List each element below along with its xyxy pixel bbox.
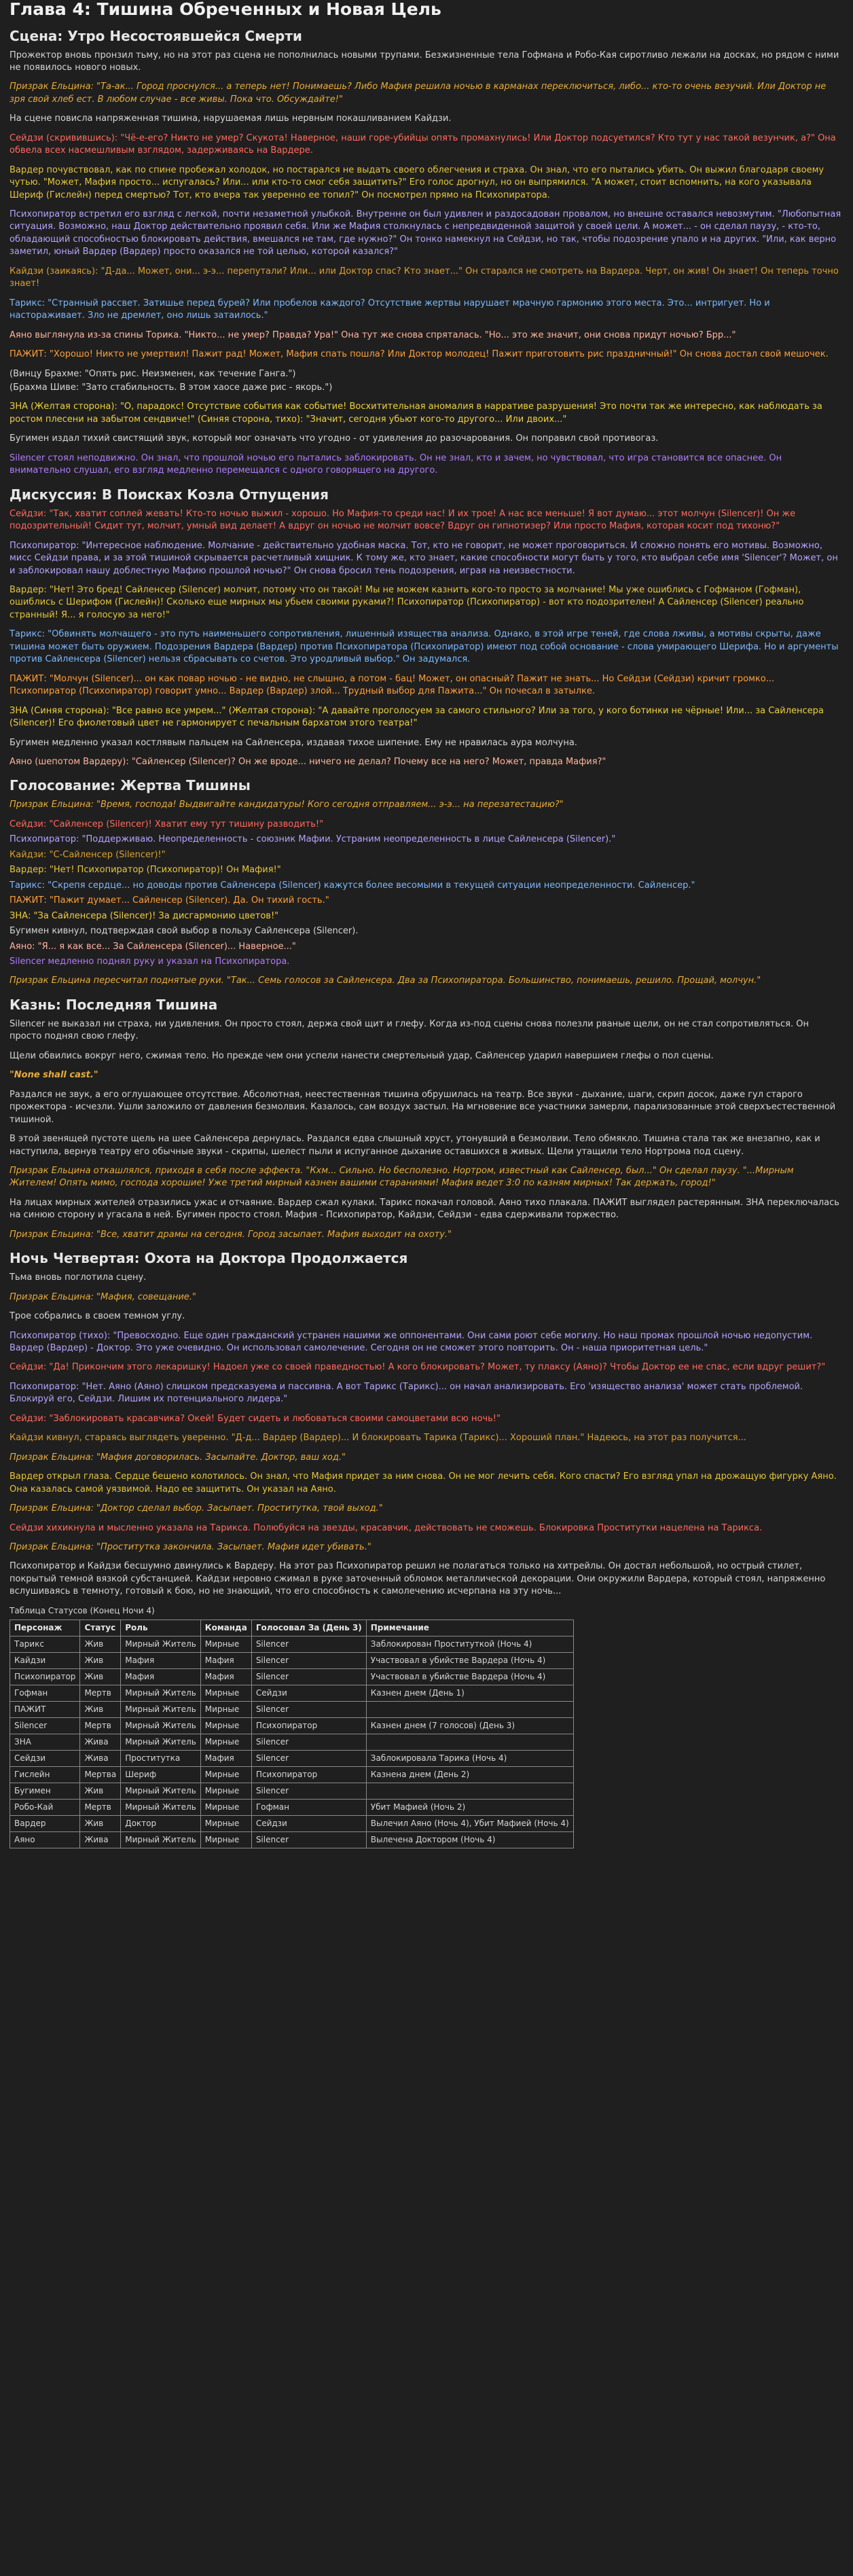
table-cell: Мирные: [200, 1767, 251, 1783]
paragraph: На лицах мирных жителей отразились ужас и отчаяние. Вардер сжал кулаки. Тарикс покачал головой. Аяно тихо плакала. ПАЖИТ выглядел растерянным. ЗНА переключалась на синюю сторону и угасала в ней. Бугимен просто стоял. Мафия - Психопиратор, Кайдзи, Сейдзи - едва сдерживали торжество.: [10, 1197, 839, 1221]
paragraph: Прожектор вновь пронзил тьму, но на этот раз сцена не пополнилась новыми трупами. Безжизненные тела Гофмана и Робо-Кая сиротливо лежали на досках, но рядом с ними не появилось нового новых.: [10, 50, 839, 73]
table-row: [10, 1832, 574, 1848]
table-cell: Казнен днем (День 1): [366, 1685, 573, 1701]
table-row: [10, 1783, 574, 1800]
paragraph: Щели обвились вокруг него, сжимая тело. Но прежде чем они успели нанести смертельный удар, Сайленсер ударил навершием глефы о пол сцены.: [10, 1050, 714, 1061]
vote-item: Сейдзи: "Сайленсер (Silencer)! Хватит ему тут тишину разводить!": [10, 819, 324, 829]
column-header: Голосовал За (День 3): [251, 1620, 366, 1636]
table-cell: Бугимен: [10, 1783, 80, 1800]
section-heading-voting: Голосование: Жертва Тишины: [10, 777, 251, 794]
table-cell: Жив: [80, 1702, 121, 1718]
ghost-line: Призрак Ельцина: "Мафия, совещание.": [10, 1291, 196, 1302]
psychopirator-line: Психопиратор (тихо): "Превосходно. Еще один гражданский устранен нашими же оппонентами. Они сами роют себе могилу. Но наш промах прошлой ночью недопустим. Вардер (Вардер) - Доктор. Это уже очевидно. Он использовал самолечение. Сегодня он не сможет этого повторить. Он - наша приоритетная цель.": [10, 1330, 813, 1354]
ghost-line: Призрак Ельцина: "Время, господа! Выдвигайте кандидатуры! Кого сегодня отправляем... э-э... на перезатестацию?": [10, 800, 564, 810]
table-cell: Мирный Житель: [121, 1800, 201, 1816]
table-cell: Silencer: [251, 1832, 366, 1848]
table-row: [10, 1816, 574, 1832]
vote-item: Бугимен кивнул, подтверждая свой выбор в пользу Сайленсера (Silencer).: [10, 926, 359, 937]
table-cell: Сейдзи: [10, 1751, 80, 1767]
table-cell: Сейдзи: [251, 1816, 366, 1832]
table-cell: Мирный Житель: [121, 1636, 201, 1652]
pazhit-line: ПАЖИТ: "Хорошо! Никто не умертвил! Пажит рад! Может, Мафия спать пошла? Или Доктор молодец! Пажит приготовить рис праздничный!" Он снова достал свой мешочек.: [10, 349, 829, 360]
column-header: Примечание: [366, 1620, 573, 1636]
table-cell: Мирный Житель: [121, 1832, 201, 1848]
table-cell: Доктор: [121, 1816, 201, 1832]
section-heading-morning: Сцена: Утро Несостоявшейся Смерти: [10, 27, 302, 44]
varder-line: Вардер почувствовал, как по спине пробежал холодок, но постарался не выдать своего облегчения и страха. Он знал, что его пытались убить. Он выжил благодаря своему чутью. "Может, Мафия просто... испугалась? Или... или кто-то смог себя защитить?" Его голос дрогнул, но он выпрямился. "А может, стоит вспомнить, на кого указывала Шериф (Гислейн) перед смертью? Тот, кто вчера так уверенно ее топил?" Он посмотрел прямо на Психопиратора.: [10, 164, 824, 200]
table-row: [10, 1751, 574, 1767]
aside-line: (Брахма Шиве: "Зато стабильность. В этом хаосе даже рис - якорь."): [10, 382, 333, 393]
table-cell: Silencer: [251, 1636, 366, 1652]
table-cell: Заблокировала Тарика (Ночь 4): [366, 1751, 573, 1767]
table-cell: Silencer: [251, 1751, 366, 1767]
table-cell: Мирные: [200, 1783, 251, 1800]
table-cell: Мирный Житель: [121, 1702, 201, 1718]
table-header-row: [10, 1620, 574, 1636]
paragraph: Раздался не звук, а его оглушающее отсутствие. Абсолютная, неестественная тишина обрушилась на театр. Все звуки - дыхание, шаги, скрип досок, даже гул старого прожектора - исчезли. Ушли заложило от давления безмолвия. Казалось, сам воздух застыл. На мгновение все участники замерли, парализованные этой сверхъестественной тишиной.: [10, 1089, 836, 1125]
ghost-line: Призрак Ельцина: "Та-ак... Город проснулся... а теперь нет! Понимаешь? Либо Мафия решила ночью в карманах переключиться, либо... кто-то очень везучий. Или Доктор не зря свой хлеб ест. В любом случае - все живы. Пока что. Обсуждайте!": [10, 82, 827, 105]
table-cell: Проститутка: [121, 1751, 201, 1767]
table-cell: Мертв: [80, 1718, 121, 1734]
table-cell: Участвовал в убийстве Вардера (Ночь 4): [366, 1652, 573, 1668]
vote-list: [10, 819, 843, 969]
table-cell: Жив: [80, 1636, 121, 1652]
table-cell: Казнена днем (День 2): [366, 1767, 573, 1783]
paragraph: Тьма вновь поглотила сцену.: [10, 1272, 147, 1283]
bugimen-line: Бугимен медленно указал костлявым пальцем на Сайленсера, издавая тихое шипение. Ему не нравилась аура молчуна.: [10, 737, 577, 748]
table-row: [10, 1702, 574, 1718]
table-cell: Психопиратор: [251, 1767, 366, 1783]
vote-item: Психопиратор: "Поддерживаю. Неопределенность - союзник Мафии. Устраним неопределенность в лице Сайленсера (Silencer).": [10, 834, 616, 845]
paragraph: В этой звенящей пустоте щель на шее Сайленсера дернулась. Раздался едва слышный хруст, утонувший в безмолвии. Тело обмякло. Тишина стала так же внезапно, как и наступила, вернув театру его обычные звуки - скрипы, шелест пыли и испуганное дыхание оставшихся в живых. Щели утащили тело Нортрома под сцену.: [10, 1134, 820, 1157]
psychopirator-line: Психопиратор: "Интересное наблюдение. Молчание - действительно удобная маска. Тот, кто не говорит, не может проговориться. И сложно понять его мотивы. Возможно, мисс Сейдзи права, и за этой тишиной скрывается расчетливый хищник. К тому же, кто знает, какие способности могут быть у того, кто выбрал себе имя 'Silencer'? Может, он и заблокировал нашу доблестную Мафию прошлой ночью?" Он снова бросил тень подозрения, играя на неизвестности.: [10, 540, 838, 576]
table-cell: [366, 1734, 573, 1751]
table-cell: Silencer: [251, 1668, 366, 1685]
seidzi-line: Сейдзи: "Так, хватит соплей жевать! Кто-то ночью выжил - хорошо. Но Мафия-то среди нас! И их трое! А нас все меньше! Я вот думаю... этот молчун (Silencer)! Он же подозрительный! Сидит тут, молчит, умный вид делает! А вдруг он ночью не молчит вовсе? Вдруг он гипнотизер? Или просто Мафия, которая косит под тихоню?": [10, 508, 796, 532]
table-cell: [366, 1783, 573, 1800]
table-cell: Участвовал в убийстве Вардера (Ночь 4): [366, 1668, 573, 1685]
ghost-line: Призрак Ельцина: "Проститутка закончила. Засыпает. Мафия идет убивать.": [10, 1542, 371, 1553]
table-caption: Таблица Статусов (Конец Ночи 4): [10, 1605, 155, 1615]
table-cell: Мирные: [200, 1636, 251, 1652]
ghost-line: Призрак Ельцина пересчитал поднятые руки. "Так... Семь голосов за Сайленсера. Два за Психопиратора. Большинство, понимаешь, решило. Прощай, молчун.": [10, 976, 761, 986]
table-cell: Мирные: [200, 1718, 251, 1734]
ghost-line: Призрак Ельцина: "Доктор сделал выбор. Засыпает. Проститутка, твой выход.": [10, 1503, 383, 1514]
ghost-line: Призрак Ельцина: "Мафия договорилась. Засыпайте. Доктор, ваш ход.": [10, 1452, 346, 1463]
seidzi-line: Сейдзи: "Заблокировать красавчика? Окей! Будет сидеть и любоваться своими самоцветами всю ночь!": [10, 1413, 501, 1424]
table-row: [10, 1734, 574, 1751]
table-cell: Мирные: [200, 1734, 251, 1751]
section-heading-night: Ночь Четвертая: Охота на Доктора Продолжается: [10, 1250, 408, 1267]
table-cell: Silencer: [251, 1702, 366, 1718]
vote-item: ПАЖИТ: "Пажит думает... Сайленсер (Silencer). Да. Он тихий гость.": [10, 895, 329, 906]
tarix-line: Тарикс: "Обвинять молчащего - это путь наименьшего сопротивления, лишенный изящества анализа. Однако, в этой игре теней, где слова лживы, а мотивы скрыты, даже тишина может быть оружием. Подозрения Вардера (Вардер) против Психопиратора (Психопиратор) имеют под собой основание - слова умирающего Шерифа. Но и аргументы против Сайленсера (Silencer) нельзя сбрасывать со счетов. Это уродливый выбор." Он задумался.: [10, 629, 839, 665]
table-cell: Мирный Житель: [121, 1734, 201, 1751]
table-cell: Мирный Житель: [121, 1685, 201, 1701]
table-cell: Кайдзи: [10, 1652, 80, 1668]
table-cell: Вылечена Доктором (Ночь 4): [366, 1832, 573, 1848]
table-cell: Жив: [80, 1816, 121, 1832]
table-cell: Жив: [80, 1668, 121, 1685]
table-cell: Silencer: [251, 1783, 366, 1800]
table-cell: Жива: [80, 1734, 121, 1751]
kaidzi-line: Кайдзи (заикаясь): "Д-да... Может, они... э-э... перепутали? Или... или Доктор спас? Кто знает..." Он старался не смотреть на Вардера. Черт, он жив! Он знает! Он теперь точно знает!: [10, 266, 839, 289]
table-row: [10, 1685, 574, 1701]
table-cell: Мирные: [200, 1816, 251, 1832]
column-header: Статус: [80, 1620, 121, 1636]
zna-line: ЗНА (Желтая сторона): "О, парадокс! Отсутствие события как событие! Восхитительная аномалия в нарративе разрушения! Это почти так же интересно, как наблюдать за ростом плесени на забытом сендвиче!" (Синяя сторона, тихо): "Значит, сегодня убьют кого-то другого... Или двоих...": [10, 401, 822, 425]
table-row: [10, 1800, 574, 1816]
column-header: Команда: [200, 1620, 251, 1636]
table-cell: ЗНА: [10, 1734, 80, 1751]
table-cell: Психопиратор: [10, 1668, 80, 1685]
bugimen-line: Бугимен издал тихий свистящий звук, который мог означать что угодно - от удивления до разочарования. Он поправил свой противогаз.: [10, 433, 659, 444]
table-cell: Мафия: [200, 1652, 251, 1668]
seidzi-line: Сейдзи (скривившись): "Чё-е-его? Никто не умер? Скукота! Наверное, наши горе-убийцы опять промахнулись! Или Доктор подсуетился? Кто тут у нас такой везунчик, а?" Она обвела всех насмешливым взглядом, задерживаясь на Вардере.: [10, 132, 836, 156]
vote-item: Кайдзи: "С-Сайленсер (Silencer)!": [10, 849, 166, 860]
table-cell: Silencer: [251, 1734, 366, 1751]
table-row: [10, 1636, 574, 1652]
vote-item: Тарикс: "Скрепя сердце... но доводы против Сайленсера (Silencer) кажутся более весомыми в текущей ситуации неопределенности. Сайленсер.": [10, 880, 695, 891]
table-cell: Вардер: [10, 1816, 80, 1832]
vote-item: Аяно: "Я... я как все... За Сайленсера (Silencer)... Наверное...": [10, 941, 296, 952]
section-heading-discussion: Дискуссия: В Поисках Козла Отпущения: [10, 486, 329, 503]
varder-line: Вардер открыл глаза. Сердце бешено колотилось. Он знал, что Мафия придет за ним снова. Он не мог лечить себя. Кого спасти? Его взгляд упал на дрожащую фигурку Аяно. Она казалась самой уязвимой. Надо ее защитить. Он указал на Аяно.: [10, 1471, 837, 1495]
table-cell: Убит Мафией (Ночь 2): [366, 1800, 573, 1816]
table-cell: Аяно: [10, 1832, 80, 1848]
paragraph: Silencer не выказал ни страха, ни удивления. Он просто стоял, держа свой щит и глефу. Когда из-под сцены снова полезли рваные щели, он не стал сопротивляться. Он просто поднял свою глефу.: [10, 1018, 809, 1042]
table-cell: Мирный Житель: [121, 1718, 201, 1734]
ghost-line: Призрак Ельцина: "Все, хватит драмы на сегодня. Город засыпает. Мафия выходит на охоту.": [10, 1229, 452, 1240]
table-cell: Мафия: [200, 1668, 251, 1685]
table-cell: Гофман: [251, 1800, 366, 1816]
column-header: Персонаж: [10, 1620, 80, 1636]
table-cell: [366, 1702, 573, 1718]
table-cell: Вылечил Аяно (Ночь 4), Убит Мафией (Ночь 4): [366, 1816, 573, 1832]
table-cell: Мафия: [121, 1652, 201, 1668]
psychopirator-line: Психопиратор: "Нет. Аяно (Аяно) слишком предсказуема и пассивна. А вот Тарикс (Тарикс)... он начал анализировать. Его 'изящество анализа' может стать проблемой. Блокируй его, Сейдзи. Лишим их потенциального лидера.": [10, 1381, 803, 1405]
table-cell: Сейдзи: [251, 1685, 366, 1701]
table-cell: Мирные: [200, 1685, 251, 1701]
status-table-body: [10, 1636, 574, 1848]
status-table: [10, 1620, 574, 1848]
table-cell: Silencer: [251, 1652, 366, 1668]
table-row: [10, 1767, 574, 1783]
table-cell: Мафия: [200, 1751, 251, 1767]
table-cell: Silencer: [10, 1718, 80, 1734]
paragraph: На сцене повисла напряженная тишина, нарушаемая лишь нервным покашливанием Кайдзи.: [10, 113, 452, 124]
table-cell: Мертва: [80, 1767, 121, 1783]
table-cell: Мирные: [200, 1800, 251, 1816]
chapter-title: Глава 4: Тишина Обреченных и Новая Цель: [10, 0, 441, 19]
table-cell: Шериф: [121, 1767, 201, 1783]
table-cell: Мирный Житель: [121, 1783, 201, 1800]
ghost-line: Призрак Ельцина откашлялся, приходя в себя после эффекта. "Кхм... Сильно. Но бесполезно. Нортром, известный как Сайленсер, был..." Он сделал паузу. "...Мирным Жителем! Опять мимо, господа хорошие! Уже третий мирный казнен вашими стараниями! Мафия ведет 3:0 по казням мирных! Так держать, город!": [10, 1165, 794, 1189]
ayano-line: Аяно выглянула из-за спины Торика. "Никто... не умер? Правда? Ура!" Она тут же снова спряталась. "Но... это же значит, они снова придут ночью? Брр...": [10, 329, 736, 340]
table-cell: Мирные: [200, 1702, 251, 1718]
table-row: [10, 1652, 574, 1668]
paragraph: Трое собрались в своем темном углу.: [10, 1311, 185, 1322]
table-cell: Заблокирован Проституткой (Ночь 4): [366, 1636, 573, 1652]
table-cell: Мафия: [121, 1668, 201, 1685]
table-cell: Жива: [80, 1751, 121, 1767]
table-cell: Мирные: [200, 1832, 251, 1848]
table-cell: ПАЖИТ: [10, 1702, 80, 1718]
aside-line: (Винцу Брахме: "Опять рис. Неизменен, как течение Ганга."): [10, 368, 296, 379]
table-cell: Жива: [80, 1832, 121, 1848]
varder-line: Вардер: "Нет! Это бред! Сайленсер (Silencer) молчит, потому что он такой! Мы не можем казнить кого-то просто за молчание! Мы уже ошиблись с Гофманом (Гофман), ошиблись с Шерифом (Гислейн)! Сколько еще мирных мы убьем своими руками?! Психопиратор (Психопиратор) - вот кто подозрителен! А Сайленсер (Silencer) реально странный! Я... я голосую за него!": [10, 585, 804, 620]
table-cell: Жив: [80, 1652, 121, 1668]
silencer-line: Silencer стоял неподвижно. Он знал, что прошлой ночью его пытались заблокировать. Он не знал, кто и зачем, но чувствовал, что игра становится все опаснее. Он внимательно слушал, его взгляд медленно перемещался с одного говорящего на другого.: [10, 452, 782, 476]
tarix-line: Тарикс: "Странный рассвет. Затишье перед бурей? Или пробелов каждого? Отсутствие жертвы нарушает мрачную гармонию этого места. Это... интригует. Но и настораживает. Зло не дремлет, оно лишь затаилось.": [10, 298, 770, 321]
seidzi-line: Сейдзи: "Да! Прикончим этого лекаришку! Надоел уже со своей праведностью! А кого блокировать? Может, ту плаксу (Аяно)? Чтобы Доктор ее не спас, если вдруг решит?": [10, 1362, 826, 1373]
paragraph: Психопиратор и Кайдзи бесшумно двинулись к Вардеру. На этот раз Психопиратор решил не полагаться только на хитрейлы. Он достал небольшой, но острый стилет, покрытый темной вязкой субстанцией. Кайдзи неровно сжимал в руке заточенный обломок металлической декорации. Они окружили Вардера, который стоял, напряженно вслушиваясь в темноту, готовый к бою, но не знающий, что его способность к самолечению исчерпана на эту ночь...: [10, 1561, 826, 1597]
table-cell: Гислейн: [10, 1767, 80, 1783]
vote-item: Вардер: "Нет! Психопиратор (Психопиратор)! Он Мафия!": [10, 865, 281, 876]
seidzi-line: Сейдзи хихикнула и мысленно указала на Тарикса. Полюбуйся на звезды, красавчик, действовать не сможешь. Блокировка Проститутки нацелена на Тарикса.: [10, 1522, 763, 1533]
table-row: [10, 1668, 574, 1685]
silencer-quote: "None shall cast.": [10, 1070, 98, 1081]
table-cell: Казнен днем (7 голосов) (День 3): [366, 1718, 573, 1734]
ayano-line: Аяно (шепотом Вардеру): "Сайленсер (Silencer)? Он же вроде... ничего не делал? Почему все на него? Может, правда Мафия?": [10, 756, 606, 767]
vote-item: ЗНА: "За Сайленсера (Silencer)! За дисгармонию цветов!": [10, 910, 279, 921]
table-cell: Мертв: [80, 1685, 121, 1701]
kaidzi-line: Кайдзи кивнул, стараясь выглядеть уверенно. "Д-д... Вардер (Вардер)... И блокировать Тарика (Тарикс)... Хороший план." Надеюсь, на этот раз получится...: [10, 1433, 746, 1444]
table-cell: Жив: [80, 1783, 121, 1800]
zna-line: ЗНА (Синяя сторона): "Все равно все умрем..." (Желтая сторона): "А давайте проголосуем за самого стильного? Или за того, у кого ботинки не чёрные! Или... за Сайленсера (Silencer)! Его фиолетовый цвет не гармонирует с печальным бархатом этого театра!": [10, 705, 824, 729]
table-cell: Робо-Кай: [10, 1800, 80, 1816]
table-row: [10, 1718, 574, 1734]
table-cell: Психопиратор: [251, 1718, 366, 1734]
vote-item: Silencer медленно поднял руку и указал на Психопиратора.: [10, 956, 290, 967]
table-cell: Мертв: [80, 1800, 121, 1816]
column-header: Роль: [121, 1620, 201, 1636]
psychopirator-line: Психопиратор встретил его взгляд с легкой, почти незаметной улыбкой. Внутренне он был удивлен и раздосадован провалом, но внешне оставался невозмутим. "Любопытная ситуация. Возможно, наш Доктор действительно проявил себя. Или же Мафия столкнулась с непредвиденной защитой у своей цели. А может... - он сделал паузу, - кто-то, обладающий способностью блокировать действия, вмешался не там, где нужно?" Он тонко намекнул на Сейдзи, но так, чтобы подозрение упало и на других. "Или, как верно заметил, юный Вардер (Вардер) просто оказался не той целью, которой казался?": [10, 209, 841, 257]
table-cell: Тарикс: [10, 1636, 80, 1652]
table-cell: Гофман: [10, 1685, 80, 1701]
pazhit-line: ПАЖИТ: "Молчун (Silencer)... он как повар ночью - не видно, не слышно, а потом - бац! Может, он опасный? Пажит не знать... Но Сейдзи (Сейдзи) кричит громко... Психопиратор (Психопиратор) говорит умно... Вардер (Вардер) злой... Трудный выбор для Пажита..." Он почесал в затылке.: [10, 673, 775, 697]
section-heading-execution: Казнь: Последняя Тишина: [10, 996, 218, 1013]
